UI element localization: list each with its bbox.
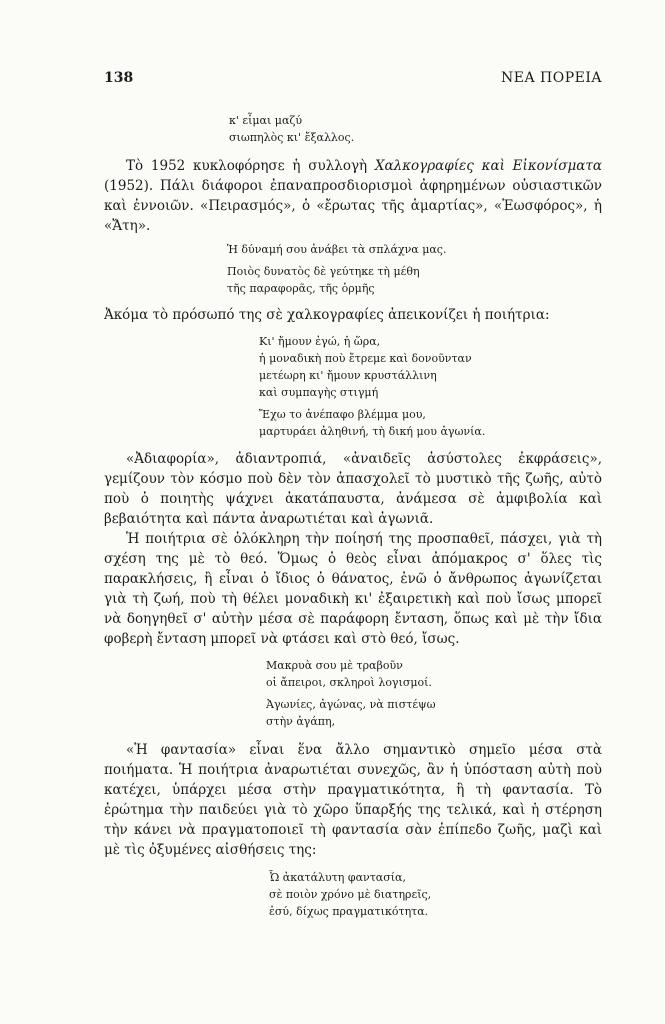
stanza <box>259 333 602 401</box>
poem-line: κ' εἶμαι μαζύ <box>229 114 303 127</box>
poem-line: Ἡ δύναμή σου ἀνάβει τὰ σπλάχνα μας. <box>227 243 447 256</box>
paragraph-2: Ἀκόμα τὸ πρόσωπό της σὲ χαλκογραφίες ἀπεικονίζει ἡ ποιήτρια: <box>104 307 550 323</box>
poem-line: τῆς παραφορᾶς, τῆς ὁρμῆς <box>227 282 375 295</box>
poem-line: ἐσύ, δίχως πραγματικότητα. <box>269 905 429 918</box>
running-head: ΝΕΑ ΠΟΡΕΙΑ <box>501 70 602 86</box>
poem-line: Ὦ ἀκατάλυτη φαντασία, <box>269 871 406 884</box>
poem-line: σὲ ποιὸν χρόνο μὲ διατηρεῖς, <box>269 888 432 901</box>
poem-line: στὴν ἀγάπη, <box>266 715 336 728</box>
paragraph-1-rest: (1952). Πάλι διάφοροι ἐπαναπροσδιορισμοὶ ἀφηρημένων οὐσιαστικῶν καὶ ἐννοιῶν. «Πειρασμός», ὁ «ἔρωτας τῆς ἁμαρτίας», «Ἑωσφόρος», ἡ «Ἄτη». <box>104 178 602 234</box>
page-number: 138 <box>104 70 134 86</box>
poem-line: μαρτυράει ἀληθινή, τὴ δική μου ἀγωνία. <box>259 425 486 438</box>
poem-line: οἱ ἄπειροι, σκληροὶ λογισμοί. <box>266 676 432 689</box>
paragraph-5: «Ἡ φαντασία» εἶναι ἕνα ἄλλο σημαντικὸ σημεῖο μέσα στὰ ποιήματα. Ἡ ποιήτρια ἀναρωτιέται συνεχῶς, ἂν ἡ ὑπόσταση αὐτὴ ποὺ κατέχει, ὑπάρχει μέσα στὴν πραγματικότητα, ἢ τὴ φαντασία. Τὸ ἐρώτημα τὴν παιδεύει γιὰ τὸ χῶρο ὕπαρξής της τελικά, καὶ ἡ στέρηση τὴν κάνει νὰ πραγματοποιεῖ τὴ φαντασία σὰν ἐπίπεδο ζωῆς, μαζὶ καὶ μὲ τὶς ὀξυμένες αἰσθήσεις της: <box>104 742 602 858</box>
poem-line: Ποιὸς δυνατὸς δὲ γεύτηκε τὴ μέθη <box>227 265 420 278</box>
paragraph-1-lead: Τὸ 1952 κυκλοφόρησε ἡ συλλογὴ <box>126 158 375 174</box>
page-body <box>104 112 602 920</box>
poem-line: καὶ συμπαγὴς στιγμή <box>259 386 379 399</box>
stanza <box>266 657 602 691</box>
poem-line: σιωπηλὸς κι' ἔξαλλος. <box>229 131 355 144</box>
poem-line: Μακρυὰ σου μὲ τραβοῦν <box>266 659 403 672</box>
stanza <box>227 263 602 297</box>
stanza <box>259 406 602 440</box>
paragraph-4: Ἡ ποιήτρια σὲ ὁλόκληρη τὴν ποίησή της προσπαθεῖ, πάσχει, γιὰ τὴ σχέση της μὲ τὸ θεό. Ὅμως ὁ θεὸς εἶναι ἀπόμακρος σ' ὅλες τὶς παρακλήσεις, ἢ εἶναι ὁ ἴδιος ὁ θάνατος, ἐνῶ ὁ ἄνθρωπος ἀγωνίζεται γιὰ τὴ ζωή, ποὺ τὴ θέλει μοναδικὴ κι' ἐξαιρετικὴ καὶ ποὺ ἴσως μπορεῖ νὰ δοηγηθεῖ σ' αὐτὴν μέσα σὲ παράφορη ἔνταση, ὅπως καὶ μὲ τὴν ἴδια φοβερὴ ἔνταση μπορεῖ νὰ φτάσει καὶ στὸ θεό, ἴσως. <box>104 531 602 647</box>
poem-line: Ἀγωνίες, ἀγώνας, νὰ πιστέψω <box>266 698 436 711</box>
paragraph-1 <box>104 156 602 236</box>
collection-title: Χαλκογραφίες καὶ Εἰκονίσματα <box>374 158 602 174</box>
poem-line: ἡ μοναδικὴ ποὺ ἔτρεμε καὶ δονοῦνταν <box>259 352 472 365</box>
stanza <box>227 241 602 258</box>
poem-excerpt-3 <box>259 333 602 440</box>
poem-line: Κι' ἤμουν ἐγώ, ἡ ὥρα, <box>259 335 381 348</box>
poem-excerpt-5 <box>269 869 602 920</box>
poem-line: μετέωρη κι' ἤμουν κρυστάλλινη <box>259 369 437 382</box>
poem-excerpt-2 <box>227 241 602 297</box>
paragraph-3: «Ἀδιαφορία», ἀδιαντροπιά, «ἀναιδεῖς ἀσύστολες ἐκφράσεις», γεμίζουν τὸν κόσμο ποὺ δὲν τὸν ἀπασχολεῖ τὸ μυστικὸ τῆς ζωῆς, αὐτὸ ποὺ ὁ ποιητὴς ψάχνει ἀκατάπαυστα, ἀνάμεσα σὲ ἀμφιβολία καὶ βεβαιότητα καὶ πάντα ἀναρωτιέται καὶ ἀγωνιᾶ. <box>104 451 602 527</box>
poem-excerpt-1 <box>229 112 602 146</box>
stanza <box>266 696 602 730</box>
page-header <box>104 70 602 92</box>
poem-excerpt-4 <box>266 657 602 730</box>
poem-line: Ἔχω το ἀνέπαφο βλέμμα μου, <box>259 408 426 421</box>
